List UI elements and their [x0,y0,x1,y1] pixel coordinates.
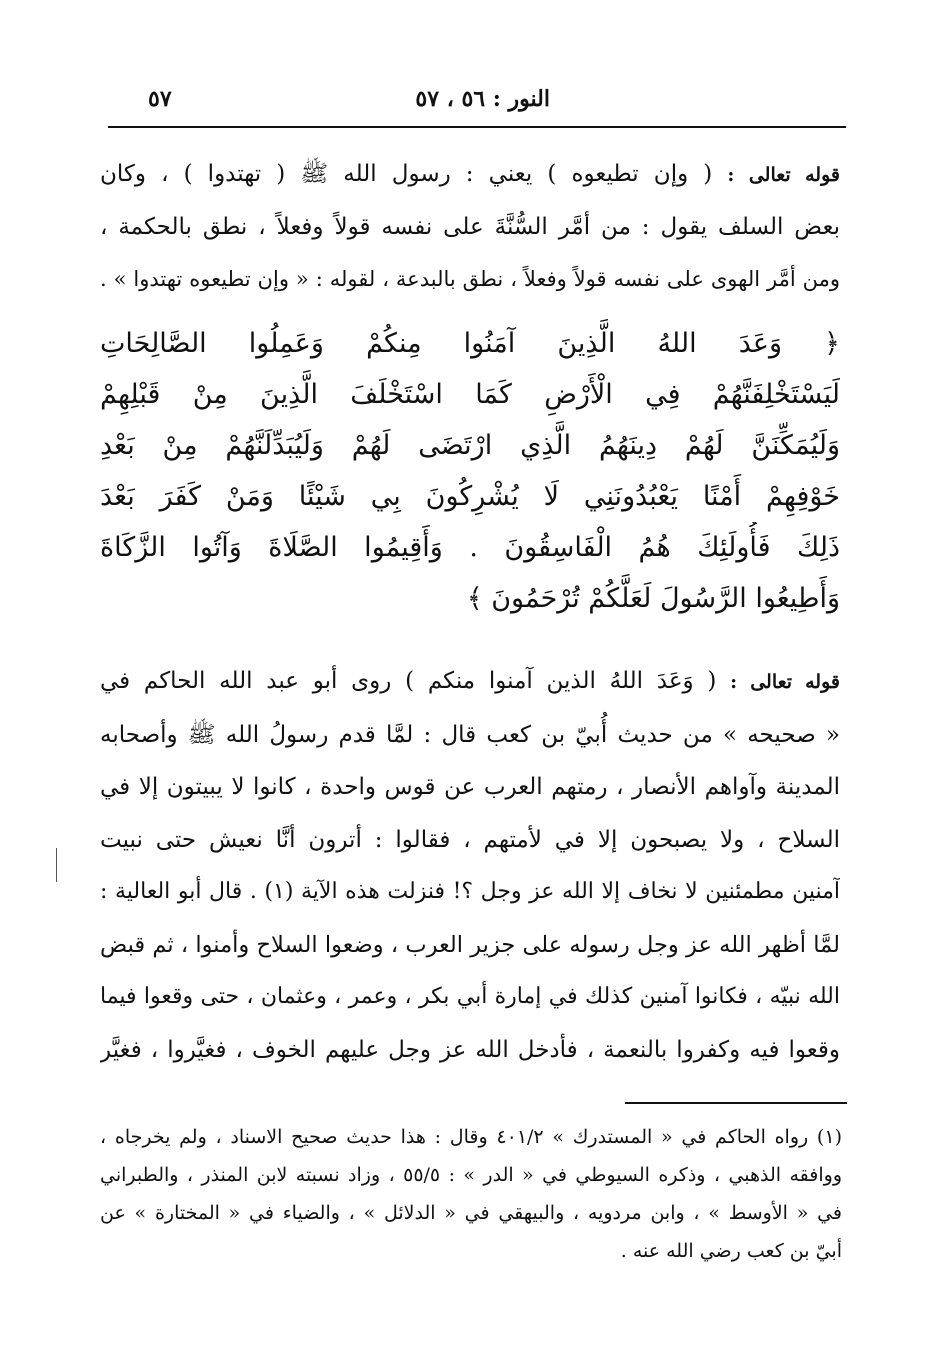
quran-verse [100,318,840,624]
commentary-line-2: « صحيحه » من حديث أُبيّ بن كعب قال : لمَّا قدم رسولُ الله ﷺ وأصحابه [100,721,840,748]
page-header [120,82,840,122]
verse-line-5: ذَلِكَ فَأُولَئِكَ هُمُ الْفَاسِقُونَ . وَأَقِيمُوا الصَّلَاةَ وَآتُوا الزَّكَاةَ [100,532,840,563]
commentary-line-1: قوله تعالى : ( وَعَدَ اللهُ الذين آمنوا منكم ) روى أبو عبد الله الحاكم في [100,668,840,694]
commentary-paragraph [100,655,840,1076]
verse-line-2: لَيَسْتَخْلِفَنَّهُمْ فِي الْأَرْضِ كَمَا اسْتَخْلَفَ الَّذِينَ مِنْ قَبْلِهِمْ [100,379,840,410]
commentary-line-8: وقعوا فيه وكفروا بالنعمة ، فأدخل الله عز وجل عليهم الخوف ، فغيَّروا ، فغيَّر [100,1036,840,1063]
footnote-line-4: أبيّ بن كعب رضي الله عنه . [620,1240,842,1262]
intro-line-1: قوله تعالى : ( وإن تطيعوه ) يعني : رسول الله ﷺ ( تهتدوا ) ، وكان [100,161,840,187]
intro-line-2: بعض السلف يقول : من أمَّر السُّنَّةَ على نفسه قولاً وفعلاً ، نطق بالحكمة ، [100,214,840,240]
footnote-line-2: ووافقه الذهبي ، وذكره السيوطي في « الدر » : ٥٥/٥ ، وزاد نسبته لابن المنذر ، والطبراني [100,1164,842,1186]
verse-line-6: وَأَطِيعُوا الرَّسُولَ لَعَلَّكُمْ تُرْحَمُونَ ﴾ [466,583,840,614]
intro-line-3: ومن أمَّر الهوى على نفسه قولاً وفعلاً ، نطق بالبدعة ، لقوله : « وإن تطيعوه تهتدوا » . [100,267,840,291]
commentary-line-7: الله نبيّه ، فكانوا آمنين كذلك في إمارة أبي بكر ، وعمر ، وعثمان ، حتى وقعوا فيما [100,984,840,1009]
intro-paragraph [100,148,840,305]
commentary-line-4: السلاح ، ولا يصبحون إلا في لأمتهم ، فقالوا : أترون أنَّا نعيش حتى نبيت [100,826,840,853]
commentary-line-6: لمَّا أظهر الله عز وجل رسوله على جزير العرب ، وضعوا السلاح وأمنوا ، ثم قبض [100,931,840,958]
intro-label: قوله تعالى : [727,164,840,186]
verse-line-1: ﴿ وَعَدَ اللهُ الَّذِينَ آمَنُوا مِنكُمْ وَعَمِلُوا الصَّالِحَاتِ [100,328,840,359]
verse-line-4: خَوْفِهِمْ أَمْنًا يَعْبُدُونَنِي لَا يُشْرِكُونَ بِي شَيْئًا وَمَنْ كَفَرَ بَعْدَ [100,481,840,512]
commentary-line-3: المدينة وآواهم الأنصار ، رمتهم العرب عن قوس واحدة ، كانوا لا يبيتون إلا في [100,774,840,800]
footnote-line-3: في « الأوسط » ، وابن مردويه ، والبيهقي في « الدلائل » ، والضياء في « المختارة » عن [100,1202,842,1224]
footnote [100,1118,842,1270]
page-number: ٥٧ [148,86,172,112]
footnote-rule [625,1102,847,1104]
commentary-label: قوله تعالى : [730,671,840,693]
header-rule [108,126,846,128]
verse-line-3: وَلَيُمَكِّنَنَّ لَهُمْ دِينَهُمُ الَّذِي ارْتَضَى لَهُمْ وَلَيُبَدِّلَنَّهُمْ مِنْ بَعْدِ [100,430,840,461]
commentary-line-5: آمنين مطمئنين لا نخاف إلا الله عز وجل ؟! فنزلت هذه الآية (١) . قال أبو العالية : [100,879,840,904]
footnote-line-1: (١) رواه الحاكم في « المستدرك » ٤٠١/٢ وقال : هذا حديث صحيح الاسناد ، ولم يخرجاه ، [100,1126,842,1148]
scan-margin-mark [56,848,57,882]
running-title: النور : ٥٦ ، ٥٧ [415,86,550,112]
